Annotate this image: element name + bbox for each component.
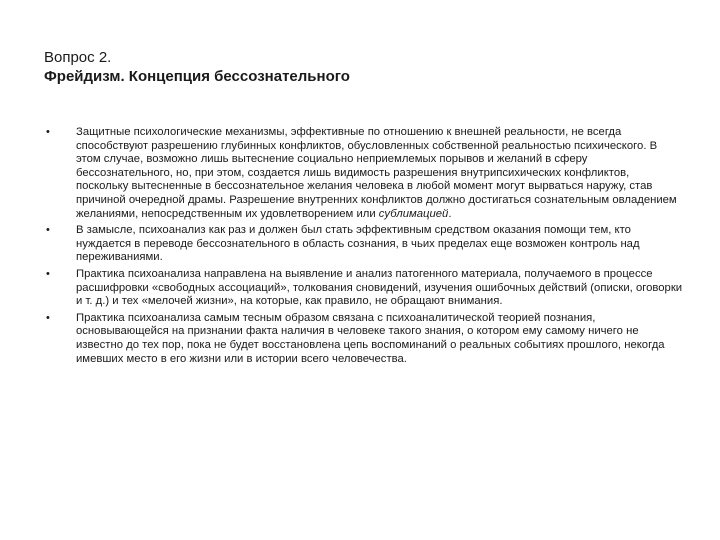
list-item bbox=[44, 268, 684, 309]
bullet-icon: • bbox=[46, 311, 50, 324]
bullet-text: Практика психоанализа самым тесным образом связана с психоаналитической теорией познания, основывающейся на признании факта наличия в человеке такого знания, о котором ему самому ничего не известно до тех пор, пока не будет восстановлена цепь воспоминаний о реальных событиях прошлого, некогда имевших место в его жизни или в истории всего человечества. bbox=[76, 311, 665, 365]
bullet-icon: • bbox=[46, 126, 50, 138]
bullet-text: Практика психоанализа направлена на выявление и анализ патогенного материала, получаемого в процессе расшифровки «свободных ассоциаций», толкования сновидений, изучения ошибочных действий (описки, оговорки и т. д.) и тех «мелочей жизни», на которые, как правило, не обращают внимания. bbox=[76, 267, 683, 308]
bullet-text-tail: . bbox=[448, 207, 452, 220]
bullet-list bbox=[44, 126, 684, 369]
list-item bbox=[44, 224, 684, 265]
bullet-text: В замысле, психоанализ как раз и должен был стать эффективным средством оказания помощи тем, кто нуждается в переводе бессознательного в область сознания, в чьих пределах еще возможен контроль над переживаниями. bbox=[76, 224, 640, 264]
topic-heading: Фрейдизм. Концепция бессознательного bbox=[44, 68, 350, 85]
question-number: Вопрос 2. bbox=[44, 49, 112, 66]
bullet-icon: • bbox=[46, 224, 50, 237]
bullet-text-emphasis: сублимацией bbox=[378, 207, 449, 220]
list-item bbox=[44, 312, 684, 366]
list-item bbox=[44, 126, 684, 221]
bullet-text-main: Защитные психологические механизмы, эффективные по отношению к внешней реальности, не всегда способствуют разрешению глубинных конфликтов, обусловленных собственной реальностью психического. В этом случае, возможно лишь вытеснение социально неприемлемых порывов и желаний в сферу бессознательного, но, при этом, создается лишь видимость разрешения внутрипсихических конфликтов, поскольку вытесненные в бессознательное желания человека в любой момент могут вырваться наружу, став причиной очередной драмы. Разрешение внутренних конфликтов должно достигаться сознательным овладением желаниями, непосредственным их удовлетворением или bbox=[76, 126, 677, 220]
slide-title bbox=[44, 48, 684, 86]
bullet-icon: • bbox=[46, 267, 50, 280]
bullet-text bbox=[76, 126, 684, 221]
